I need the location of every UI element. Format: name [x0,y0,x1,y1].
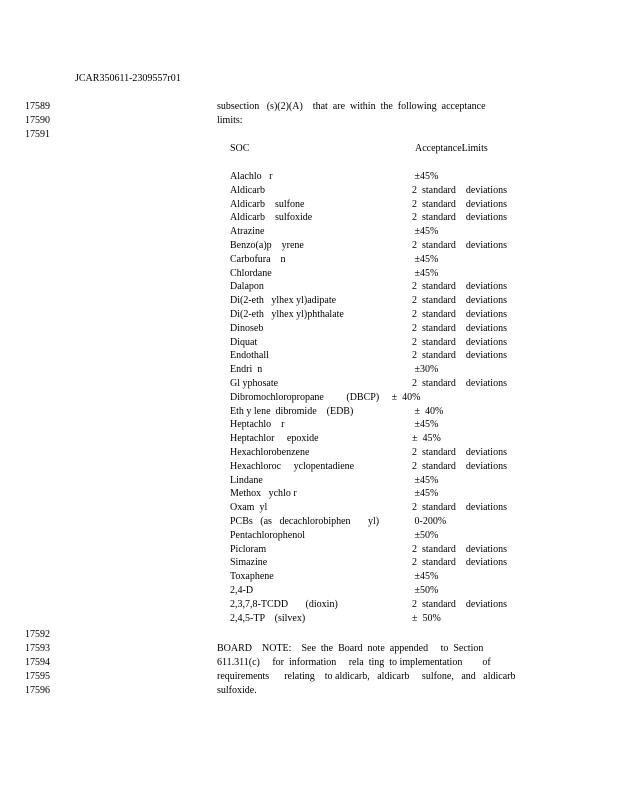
acceptance-limit: 2 standard deviations [412,185,507,196]
soc-name: Endothall [230,350,269,361]
acceptance-limit: ± 50% [412,613,441,624]
acceptance-limit: ±50% [412,530,439,541]
soc-name: Pentachlorophenol [230,530,305,541]
soc-name: Aldicarb sulfone [230,199,305,210]
intro-line: limits: [217,115,243,126]
acceptance-limit: ±45% [412,488,439,499]
soc-name: Simazine [230,557,268,568]
soc-name: Di(2-eth ylhex yl)adipate [230,295,337,306]
acceptance-limit: 2 standard deviations [412,295,507,306]
soc-name: PCBs (as decachlorobiphen yl) [230,516,380,527]
soc-name: Carbofura n [230,254,286,265]
acceptance-limit: 2 standard deviations [412,461,507,472]
soc-name: Dibromochloropropane (DBCP) ± 40% [230,392,421,403]
acceptance-limit: ±45% [412,475,439,486]
column-header-soc: SOC [230,143,250,154]
soc-name: 2,4-D [230,585,254,596]
acceptance-limit: ± 45% [412,433,441,444]
soc-name: Aldicarb [230,185,265,196]
acceptance-limit: ±45% [412,254,439,265]
soc-name: Hexachloroc yclopentadiene [230,461,355,472]
soc-name: Picloram [230,544,267,555]
acceptance-limit: 2 standard deviations [412,199,507,210]
acceptance-limit: 2 standard deviations [412,502,507,513]
acceptance-limit: 2 standard deviations [412,544,507,555]
soc-name: Atrazine [230,226,265,237]
line-number: 17594 [25,657,50,668]
soc-name: Di(2-eth ylhex yl)phthalate [230,309,344,320]
soc-name: Heptachlo r [230,419,285,430]
line-number: 17596 [25,685,50,696]
board-note-line: BOARD NOTE: See the Board note appended to Section [217,643,484,654]
acceptance-limit: 2 standard deviations [412,240,507,251]
acceptance-limit: ±50% [412,585,439,596]
soc-name: Dalapon [230,281,264,292]
acceptance-limit: 2 standard deviations [412,599,507,610]
soc-name: Lindane [230,475,263,486]
soc-name: 2,3,7,8-TCDD (dioxin) [230,599,338,610]
acceptance-limit: ±45% [412,268,439,279]
soc-name: Gl yphosate [230,378,279,389]
acceptance-limit: ±45% [412,419,439,430]
acceptance-limit: 2 standard deviations [412,323,507,334]
acceptance-limit: 2 standard deviations [412,378,507,389]
soc-name: Dinoseb [230,323,264,334]
soc-name: Chlordane [230,268,272,279]
acceptance-limit: 2 standard deviations [412,447,507,458]
soc-name: Endri n [230,364,263,375]
acceptance-limit: ±30% [412,364,439,375]
soc-name: Oxam yl [230,502,268,513]
acceptance-limit: ±45% [412,171,439,182]
acceptance-limit: 2 standard deviations [412,281,507,292]
acceptance-limit: ±45% [412,571,439,582]
acceptance-limit: 2 standard deviations [412,337,507,348]
soc-name: Toxaphene [230,571,274,582]
document-id-header: JCAR350611-2309557r01 [75,73,181,84]
board-note-line: 611.311(c) for information rela ting to implementation of [217,657,491,668]
acceptance-limit: 2 standard deviations [412,309,507,320]
acceptance-limit: ±45% [412,226,439,237]
line-number: 17590 [25,115,50,126]
column-header-acceptance-limits: AcceptanceLimits [415,143,488,154]
intro-line: subsection (s)(2)(A) that are within the following acceptance [217,101,486,112]
line-number: 17592 [25,629,50,640]
soc-name: 2,4,5-TP (silvex) [230,613,306,624]
soc-name: Heptachlor epoxide [230,433,319,444]
soc-name: Aldicarb sulfoxide [230,212,313,223]
line-number: 17593 [25,643,50,654]
soc-name: Benzo(a)p yrene [230,240,304,251]
acceptance-limit: 0-200% [412,516,447,527]
acceptance-limit: 2 standard deviations [412,557,507,568]
line-number: 17595 [25,671,50,682]
soc-name: Hexachlorobenzene [230,447,310,458]
soc-name: Alachlo r [230,171,273,182]
acceptance-limit: 2 standard deviations [412,212,507,223]
acceptance-limit: 2 standard deviations [412,350,507,361]
soc-name: Eth y lene dibromide (EDB) [230,406,354,417]
board-note-line: requirements relating to aldicarb, aldicarb sulfone, and aldicarb [217,671,516,682]
acceptance-limit: ± 40% [412,406,444,417]
soc-name: Methox ychlo r [230,488,297,499]
board-note-line: sulfoxide. [217,685,257,696]
line-number: 17589 [25,101,50,112]
line-number: 17591 [25,129,50,140]
soc-name: Diquat [230,337,258,348]
